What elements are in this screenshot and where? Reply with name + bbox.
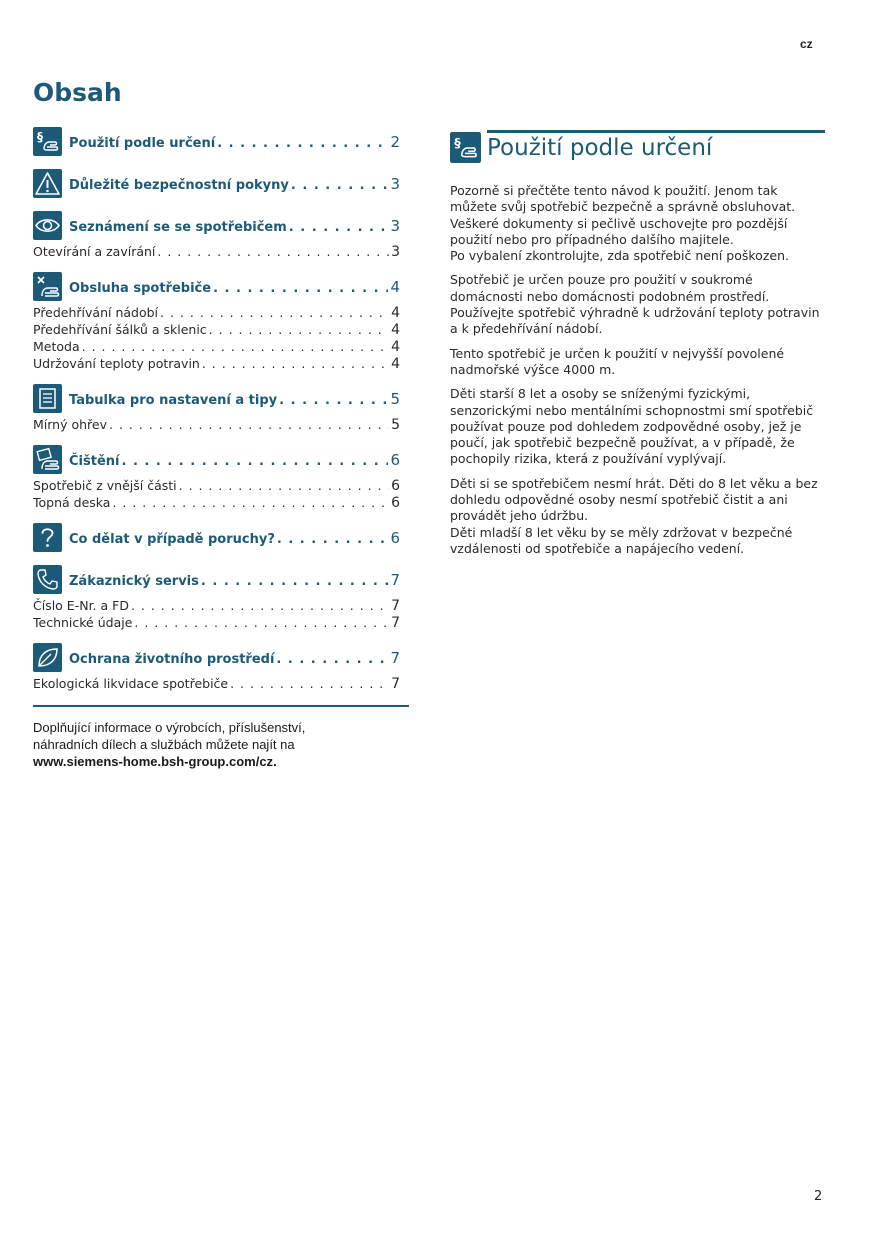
toc-entry[interactable] <box>33 641 400 674</box>
toc-subentry-page: 4 <box>391 339 400 355</box>
toc-entry-page: 7 <box>390 648 400 667</box>
toc-entry[interactable] <box>33 270 400 303</box>
toc-subentry[interactable] <box>33 676 400 693</box>
toc-subentry-page: 4 <box>391 356 400 372</box>
toc-subentry-label: Otevírání a zavírání <box>33 244 156 259</box>
section-title: Použití podle určení <box>487 130 825 161</box>
question-mark-icon <box>33 523 62 552</box>
toc-subentry-page: 7 <box>391 615 400 631</box>
phone-icon <box>33 565 62 594</box>
toc-entry-page: 3 <box>390 174 400 193</box>
toc-title: Obsah <box>33 78 122 107</box>
toc-entry[interactable] <box>33 382 400 415</box>
toc-subentry[interactable] <box>33 356 400 373</box>
toc-subentry-page: 4 <box>391 322 400 338</box>
document-table-icon <box>33 384 62 413</box>
svg-text:§: § <box>37 130 43 144</box>
toc-section <box>33 521 400 554</box>
info-box <box>33 705 409 770</box>
toc-subentry-page: 6 <box>391 478 400 494</box>
table-of-contents <box>33 125 400 702</box>
toc-entry-page: 4 <box>390 277 400 296</box>
toc-subentry-label: Spotřebič z vnější části <box>33 478 177 493</box>
toc-subentry-page: 6 <box>391 495 400 511</box>
toc-section <box>33 382 400 434</box>
toc-subentry-page: 5 <box>391 417 400 433</box>
warning-triangle-icon <box>33 169 62 198</box>
toc-section <box>33 125 400 158</box>
info-line: Doplňující informace o výrobcích, příslušenství, <box>33 720 306 735</box>
toc-subentry-page: 3 <box>391 244 400 260</box>
toc-entry[interactable] <box>33 209 400 242</box>
toc-subentry-label: Předehřívání šálků a sklenic <box>33 322 207 337</box>
section-hand-icon <box>33 127 62 156</box>
toc-section <box>33 270 400 373</box>
toc-subentry[interactable] <box>33 305 400 322</box>
leaf-icon <box>33 643 62 672</box>
toc-entry-label: Použití podle určení <box>69 135 216 151</box>
toc-section <box>33 641 400 693</box>
hand-operation-icon <box>33 272 62 301</box>
toc-entry-page: 3 <box>390 216 400 235</box>
toc-subentry[interactable] <box>33 598 400 615</box>
paragraph: Děti si se spotřebičem nesmí hrát. Děti do 8 let věku a bez dohledu odpovědné osoby nesmí spotřebič čistit a ani provádět jeho údržbu. <box>450 475 818 524</box>
paragraph: Spotřebič je určen pouze pro použití v soukromé domácnosti nebo domácnosti podobném prostředí. Používejte spotřebič výhradně k udržování teploty potravin a k předehřívání nádobí. <box>450 272 820 337</box>
toc-entry[interactable] <box>33 521 400 554</box>
toc-entry-page: 2 <box>390 132 400 151</box>
info-line: náhradních dílech a službách můžete najít na <box>33 737 295 752</box>
toc-section <box>33 563 400 632</box>
toc-subentry-label: Metoda <box>33 339 80 354</box>
page-number: 2 <box>814 1189 823 1204</box>
section-hand-icon <box>450 132 481 163</box>
paragraph: Děti starší 8 let a osoby se sníženými fyzickými, senzorickými nebo mentálními schopnostmi smí spotřebič používat pouze pod dohledem zodpovědné osoby, jež je poučí, jak spotřebič bezpečně používat, a v případě, že pochopily rizika, která z používání vyplývají. <box>450 386 814 467</box>
toc-entry[interactable] <box>33 443 400 476</box>
url-period: . <box>273 754 277 769</box>
toc-section <box>33 167 400 200</box>
toc-subentry[interactable] <box>33 339 400 356</box>
toc-entry-label: Tabulka pro nastavení a tipy <box>69 392 278 408</box>
toc-subentry-label: Předehřívání nádobí <box>33 305 159 320</box>
toc-subentry-label: Topná deska <box>33 495 111 510</box>
toc-subentry[interactable] <box>33 417 400 434</box>
toc-entry-page: 5 <box>390 389 400 408</box>
toc-subentry[interactable] <box>33 244 400 261</box>
toc-subentry-label: Ekologická likvidace spotřebiče <box>33 676 229 691</box>
intended-use-section <box>450 130 825 557</box>
toc-subentry-label: Technické údaje <box>33 615 133 630</box>
toc-subentry[interactable] <box>33 478 400 495</box>
toc-entry-label: Důležité bezpečnostní pokyny <box>69 177 289 193</box>
cleaning-icon <box>33 445 62 474</box>
paragraph: Tento spotřebič je určen k použití v nejvyšší povolené nadmořské výšce 4000 m. <box>450 345 785 377</box>
toc-entry[interactable] <box>33 563 400 596</box>
toc-entry-label: Čištění <box>69 453 120 469</box>
toc-entry-label: Obsluha spotřebiče <box>69 280 212 296</box>
toc-entry-page: 6 <box>390 450 400 469</box>
toc-section <box>33 443 400 512</box>
language-code: cz <box>800 37 813 51</box>
website-link[interactable]: www.siemens-home.bsh-group.com/cz <box>33 754 274 769</box>
toc-entry-label: Seznámení se se spotřebičem <box>69 219 287 235</box>
toc-subentry[interactable] <box>33 495 400 512</box>
svg-text:§: § <box>454 135 461 151</box>
toc-subentry-label: Udržování teploty potravin <box>33 356 200 371</box>
toc-entry-label: Co dělat v případě poruchy? <box>69 531 275 547</box>
eye-icon <box>33 211 62 240</box>
toc-entry[interactable] <box>33 125 400 158</box>
toc-subentry-label: Mírný ohřev <box>33 417 107 432</box>
toc-subentry[interactable] <box>33 615 400 632</box>
toc-subentry-page: 7 <box>391 676 400 692</box>
paragraph: Po vybalení zkontrolujte, zda spotřebič není poškozen. <box>450 248 789 264</box>
toc-subentry-page: 7 <box>391 598 400 614</box>
paragraph: Děti mladší 8 let věku by se měly zdržovat v bezpečné vzdálenosti od spotřebiče a napájecího vedení. <box>450 524 793 556</box>
toc-section <box>33 209 400 261</box>
toc-entry-label: Zákaznický servis <box>69 573 199 589</box>
paragraph: Pozorně si přečtěte tento návod k použití. Jenom tak můžete svůj spotřebič bezpečně a správně obsluhovat. Veškeré dokumenty si pečlivě uschovejte pro pozdější použití nebo pro případného dalšího majitele. <box>450 183 796 247</box>
toc-subentry[interactable] <box>33 322 400 339</box>
toc-subentry-label: Číslo E-Nr. a FD <box>33 598 129 613</box>
toc-subentry-page: 4 <box>391 305 400 321</box>
toc-entry-page: 7 <box>390 570 400 589</box>
toc-entry-label: Ochrana životního prostředí <box>69 651 275 667</box>
toc-entry[interactable] <box>33 167 400 200</box>
toc-entry-page: 6 <box>390 528 400 547</box>
